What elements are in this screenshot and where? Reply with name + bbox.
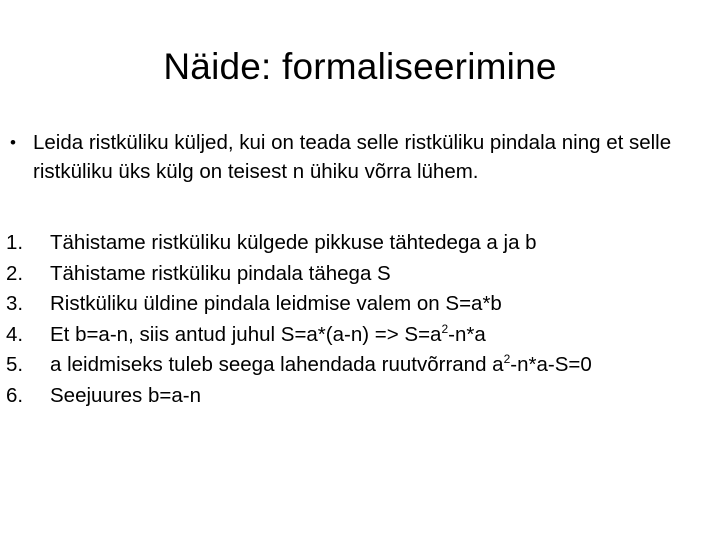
slide-title: Näide: formaliseerimine: [163, 46, 557, 87]
bullet-item: [10, 128, 715, 186]
task-statement: [10, 128, 715, 186]
step-text-part: -n*a-S=0: [510, 353, 592, 377]
step-text: Tähistame ristküliku külgede pikkuse tähtedega a ja b: [50, 231, 537, 254]
step-number: 6.: [6, 383, 24, 407]
exponent: 2: [441, 321, 449, 336]
step-text-part: Et b=a-n, siis antud juhul S=a*(a-n) => S=a: [50, 322, 442, 346]
steps-list: [6, 228, 711, 412]
step-number: 1.: [6, 231, 24, 254]
step-item: [6, 228, 711, 259]
step-text-part: -n*a: [448, 322, 486, 346]
step-text-part: a leidmiseks tuleb seega lahendada ruutvõrrand a: [50, 353, 504, 377]
bullet-text: Leida ristküliku küljed, kui on teada selle ristküliku pindala ning et selle ristküliku üks külg on teisest n ühiku võrra lühem.: [33, 131, 672, 183]
step-text: [50, 350, 711, 381]
step-number: 5.: [6, 353, 24, 377]
step-item: [6, 259, 711, 290]
step-item: [6, 381, 711, 412]
step-number: 4.: [6, 322, 24, 346]
step-number: 2.: [6, 261, 24, 285]
step-number: 3.: [6, 292, 24, 316]
step-text: Seejuures b=a-n: [50, 383, 202, 407]
step-text: Tähistame ristküliku pindala tähega S: [50, 261, 391, 285]
bullet-mark: •: [10, 133, 16, 152]
exponent: 2: [503, 352, 511, 367]
step-item: [6, 320, 711, 351]
step-item: [6, 350, 711, 381]
step-text: Ristküliku üldine pindala leidmise valem on S=a*b: [50, 292, 502, 316]
step-text: [50, 320, 711, 351]
step-item: [6, 289, 711, 320]
